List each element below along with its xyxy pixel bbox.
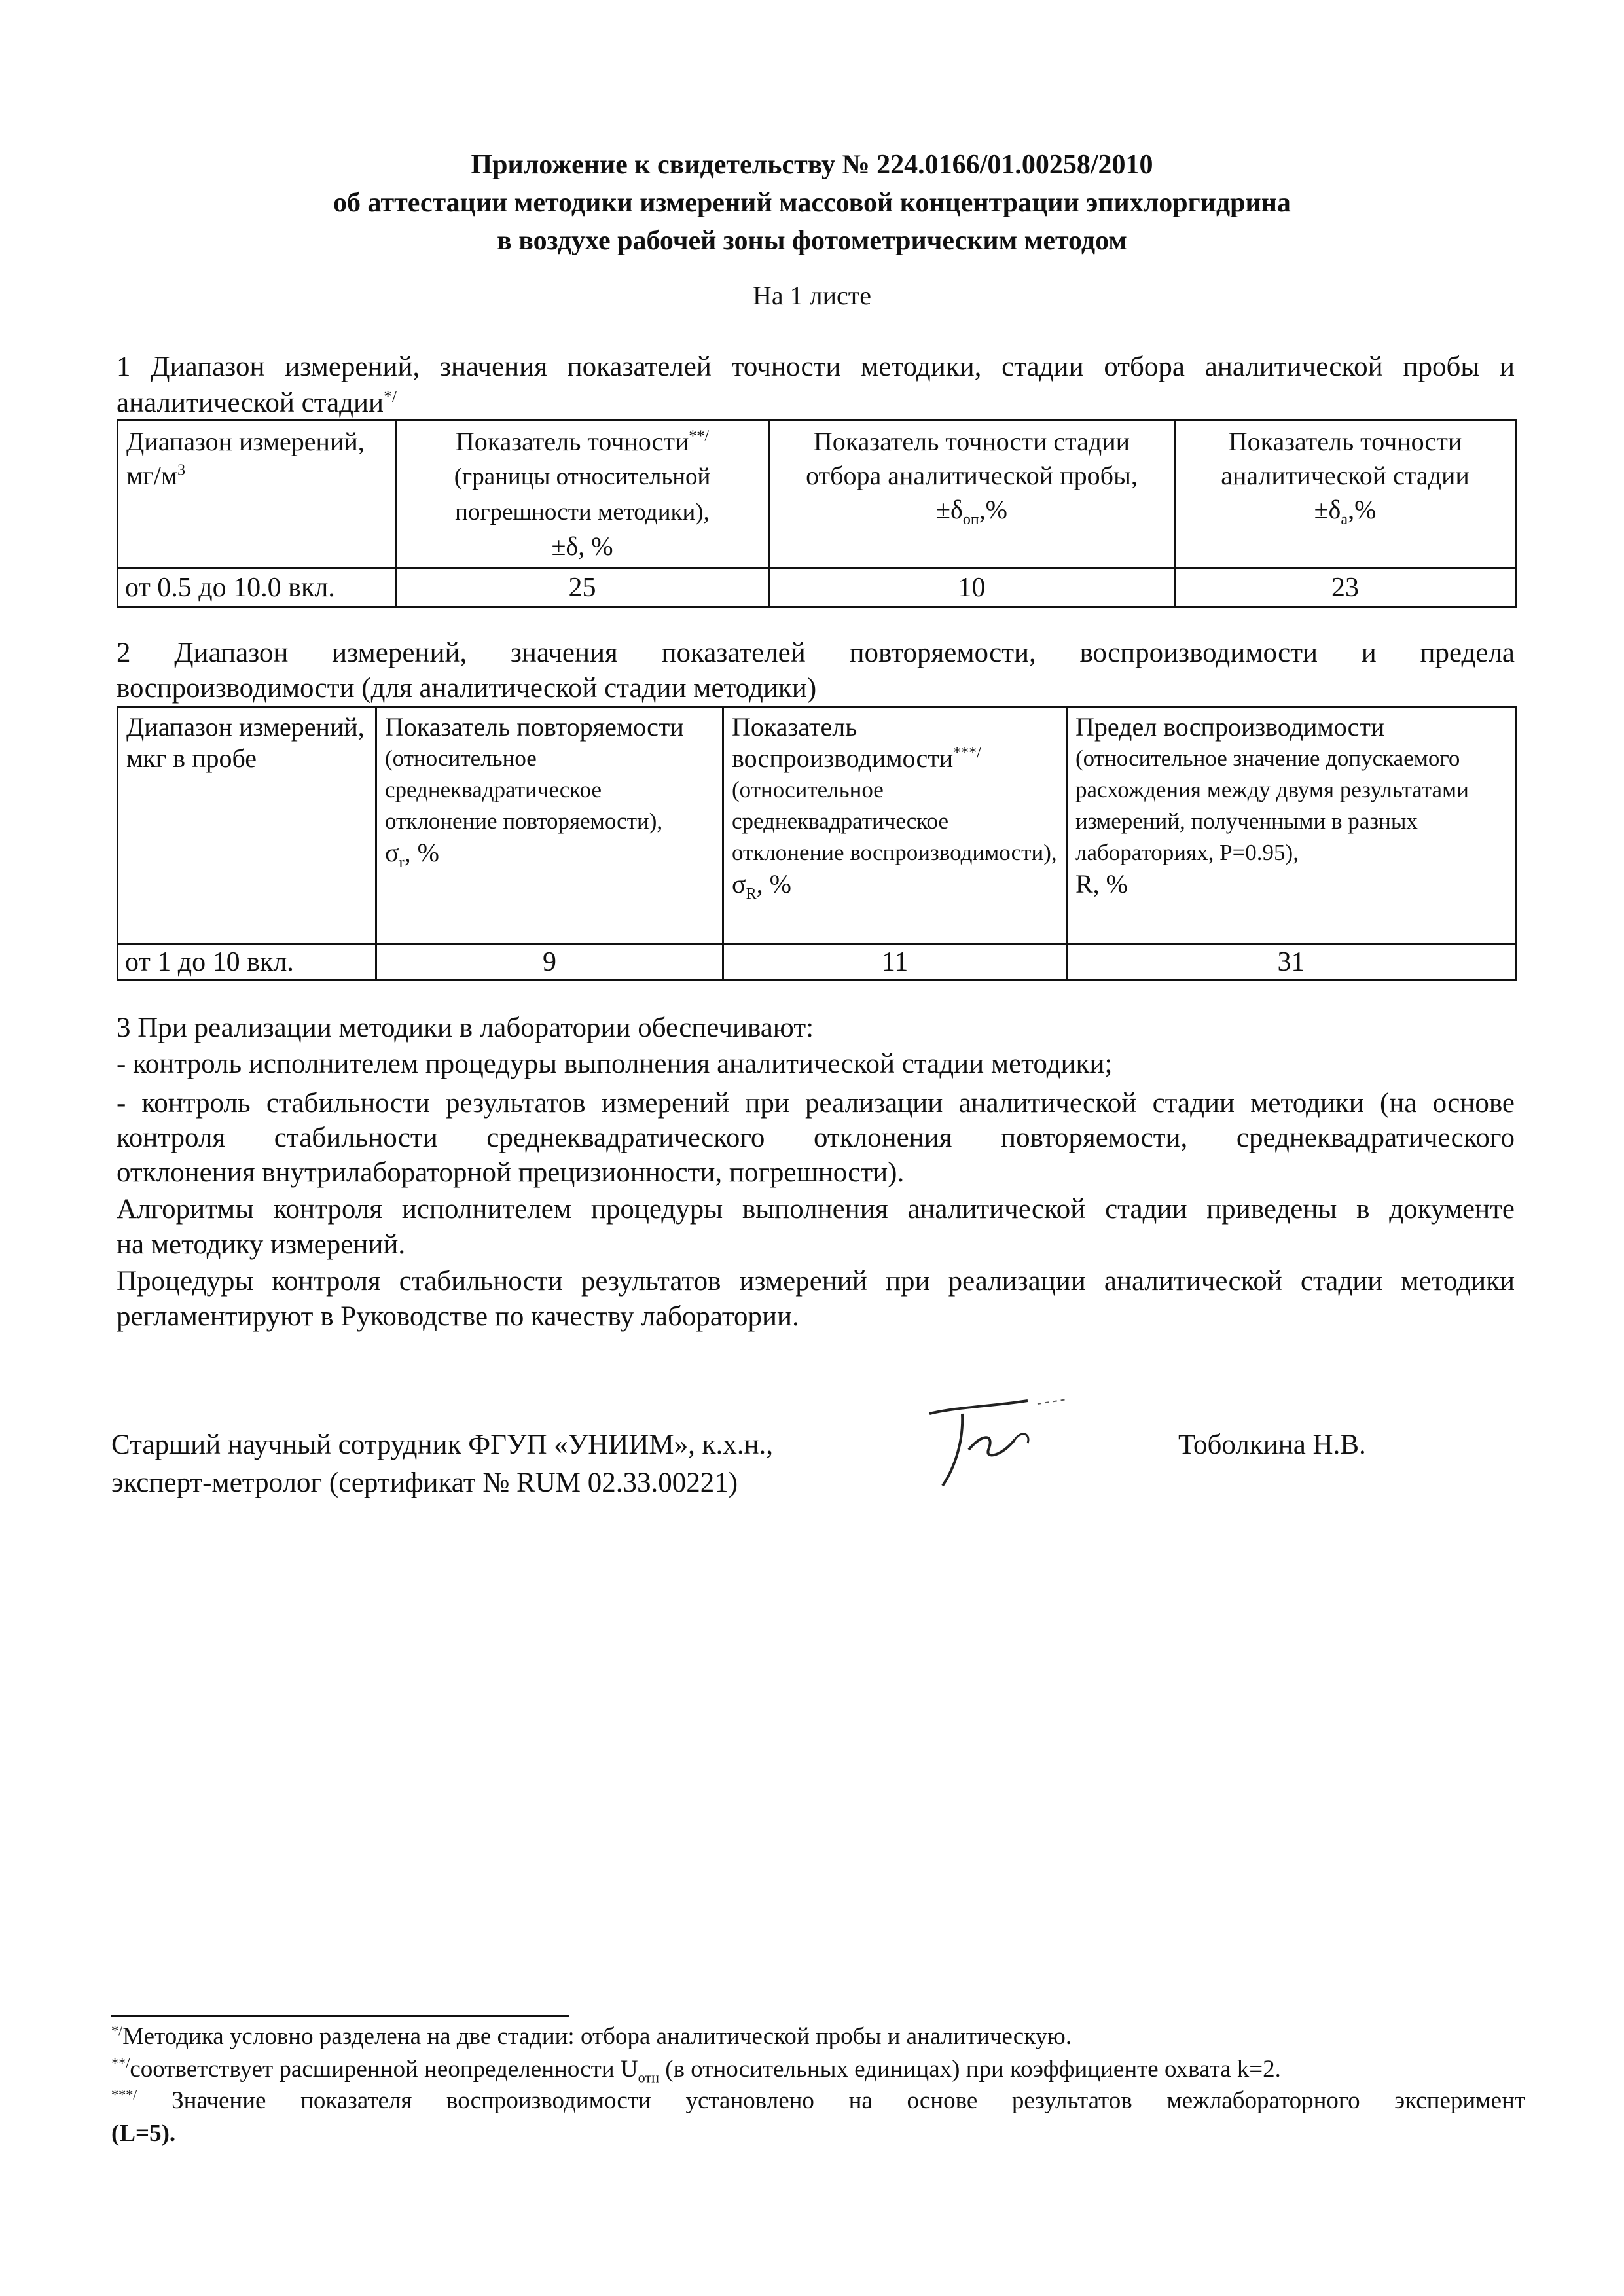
section2-title-line2: воспроизводимости (для аналитической стадии методики) [117,673,817,704]
handwritten-signature [916,1388,1074,1499]
section3-line8: Процедуры контроля стабильности результатов измерений при реализации аналитической стадии методики [117,1266,1515,1297]
signer-position-line2: эксперт-метролог (сертификат № RUM 02.33.00221) [111,1467,738,1498]
precision-limit-value: 31 [1067,944,1516,980]
signer-name: Тоболкина Н.В. [1178,1429,1366,1460]
precision-col-repeatability: Показатель повторяемости (относительное среднеквадратическое отклонение повторяемости), $\sigma_r$, % [376,707,723,944]
accuracy-table [117,419,1517,608]
accuracy-col-analytical: Показатель точности аналитической стадии $\pm\delta_а,\%$ [1175,420,1516,569]
accuracy-col-range: Диапазон измерений, $мг/м^3$ [118,420,396,569]
section3-line1: 3 При реализации методики в лаборатории обеспечивают: [117,1013,814,1043]
precision-col-reproducibility: Показатель воспроизводимости***/ (относительное среднеквадратическое отклонение воспроизводимости), $\sigma_R$, % [723,707,1067,944]
footnote-mark: */ [384,386,397,406]
section1-title-line1: 1 Диапазон измерений, значения показателей точности методики, стадии отбора аналитической пробы и [117,351,1515,382]
section3-line2: - контроль исполнителем процедуры выполнения аналитической стадии методики; [117,1049,1113,1079]
footnote-divider [111,2015,569,2017]
footnote-2: **/соответствует расширенной неопределенности $U_{отн}$ (в относительных единицах) при коэффициенте охвата k=2. [111,2054,1281,2086]
precision-table-header [118,707,1516,944]
accuracy-range-value: от 0.5 до 10.0 вкл. [118,569,396,607]
accuracy-col-method: Показатель точности**/ (границы относительной погрешности методики), ±δ, % [396,420,769,569]
accuracy-col-sampling: Показатель точности стадии отбора аналитической пробы, $\pm\delta_{оп},\%$ [769,420,1175,569]
doc-title-line1: Приложение к свидетельству № 224.0166/01.00258/2010 [471,150,1153,180]
section3-line4: контроля стабильности среднеквадратического отклонения повторяемости, среднеквадратического [117,1122,1515,1153]
doc-title-line2: об аттестации методики измерений массовой концентрации эпихлоргидрина [333,188,1291,218]
signer-position-line1: Старший научный сотрудник ФГУП «УНИИМ», к.х.н., [111,1429,774,1460]
section1-title-line2: аналитической стадии*/ [117,386,397,418]
section3-line5: отклонения внутрилабораторной прецизионности, погрешности). [117,1157,905,1188]
section3-line3: - контроль стабильности результатов измерений при реализации аналитической стадии методики (на основе [117,1088,1515,1119]
accuracy-sampling-value: 10 [769,569,1175,607]
precision-table [117,706,1517,981]
footnote-3-cont: (L=5). [111,2120,176,2147]
footnote-mark: **/ [689,427,710,445]
section3-line7: на методику измерений. [117,1229,406,1260]
table-row [118,569,1516,607]
sheet-count: На 1 листе [753,281,871,310]
section3-line9: регламентируют в Руководстве по качеству лаборатории. [117,1301,799,1332]
footnote-1: */Методика условно разделена на две стадии: отбора аналитической пробы и аналитическую. [111,2022,1072,2050]
accuracy-table-header [118,420,1516,569]
doc-title-line3: в воздухе рабочей зоны фотометрическим методом [497,226,1127,256]
table-row [118,944,1516,980]
accuracy-analytical-value: 23 [1175,569,1516,607]
footnote-3: ***/ Значение показателя воспроизводимости установлено на основе результатов межлабораторного эксперимент [111,2086,1525,2114]
section3-line6: Алгоритмы контроля исполнителем процедуры выполнения аналитической стадии приведены в документе [117,1194,1515,1225]
precision-col-limit: Предел воспроизводимости (относительное значение допускаемого расхождения между двумя результатами измерений, полученными в разных лабораториях, Р=0.95), R, % [1067,707,1516,944]
precision-repeatability-value: 9 [376,944,723,980]
footnote-mark: ***/ [953,744,981,762]
precision-reproducibility-value: 11 [723,944,1067,980]
precision-col-range: Диапазон измерений, мкг в пробе [118,707,376,944]
section2-title-line1: 2 Диапазон измерений, значения показателей повторяемости, воспроизводимости и предела [117,637,1515,668]
accuracy-method-value: 25 [396,569,769,607]
precision-range-value: от 1 до 10 вкл. [118,944,376,980]
